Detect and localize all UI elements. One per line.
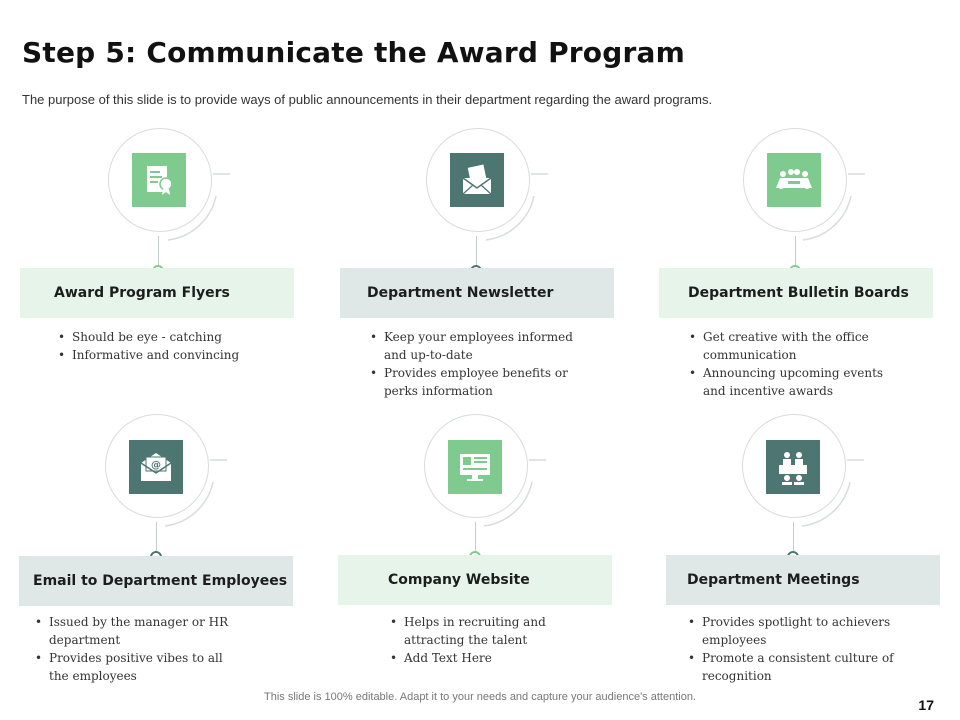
- bullet-item: • Issued by the manager or HR department: [33, 613, 233, 649]
- card-heading-box: [666, 555, 940, 605]
- connector-line: [476, 236, 477, 266]
- bullet-item: • Keep your employees informed and up-to-date: [368, 328, 588, 364]
- website-monitor-icon: [448, 440, 502, 494]
- connector-line: [793, 522, 794, 552]
- card-heading: Department Meetings: [687, 572, 860, 588]
- connector-line: [795, 236, 796, 266]
- email-icon: [129, 440, 183, 494]
- meeting-people-icon: [766, 440, 820, 494]
- connector-line: [158, 236, 159, 266]
- card-heading-box: [338, 555, 612, 605]
- card-heading-box: [19, 556, 293, 606]
- bullet-item: • Promote a consistent culture of recognition: [686, 649, 896, 685]
- bullet-list: [56, 328, 286, 364]
- card-heading: Department Newsletter: [367, 285, 554, 301]
- card-heading-box: [20, 268, 294, 318]
- card-heading: Company Website: [388, 572, 530, 588]
- card-email-to-department-employees: [19, 414, 319, 704]
- card-department-newsletter: [340, 128, 640, 418]
- bullet-item: • Provides employee benefits or perks information: [368, 364, 588, 400]
- bullet-item: • Announcing upcoming events and incentive awards: [687, 364, 907, 400]
- meeting-table-icon: [767, 153, 821, 207]
- svg-text:@: @: [151, 460, 161, 471]
- connector-line: [156, 522, 157, 552]
- bullet-item: • Helps in recruiting and attracting the talent: [388, 613, 588, 649]
- card-heading: Award Program Flyers: [54, 285, 230, 301]
- bullet-list: [368, 328, 588, 400]
- slide-footer: This slide is 100% editable. Adapt it to your needs and capture your audience's attention.: [264, 691, 696, 703]
- bullet-item: • Provides spotlight to achievers employees: [686, 613, 896, 649]
- page-number: 17: [918, 697, 934, 713]
- bullet-item: • Add Text Here: [388, 649, 588, 667]
- card-department-meetings: [666, 414, 960, 704]
- bullet-item: • Provides positive vibes to all the employees: [33, 649, 233, 685]
- card-heading-box: [340, 268, 614, 318]
- certificate-icon: [132, 153, 186, 207]
- bullet-item: • Should be eye - catching: [56, 328, 286, 346]
- bullet-list: [33, 613, 233, 685]
- card-heading: Department Bulletin Boards: [688, 285, 909, 301]
- card-heading: Email to Department Employees: [33, 573, 288, 589]
- slide-title: Step 5: Communicate the Award Program: [22, 36, 685, 69]
- newsletter-envelope-icon: [450, 153, 504, 207]
- card-heading-box: [659, 268, 933, 318]
- bullet-list: [687, 328, 907, 400]
- bullet-list: [388, 613, 588, 667]
- connector-line: [475, 522, 476, 552]
- bullet-list: [686, 613, 896, 685]
- card-department-bulletin-boards: [659, 128, 959, 418]
- slide-subtitle: The purpose of this slide is to provide ways of public announcements in their department regarding the award programs.: [22, 92, 713, 107]
- bullet-item: • Informative and convincing: [56, 346, 286, 364]
- card-award-program-flyers: [20, 128, 320, 418]
- bullet-item: • Get creative with the office communication: [687, 328, 907, 364]
- card-company-website: [338, 414, 638, 704]
